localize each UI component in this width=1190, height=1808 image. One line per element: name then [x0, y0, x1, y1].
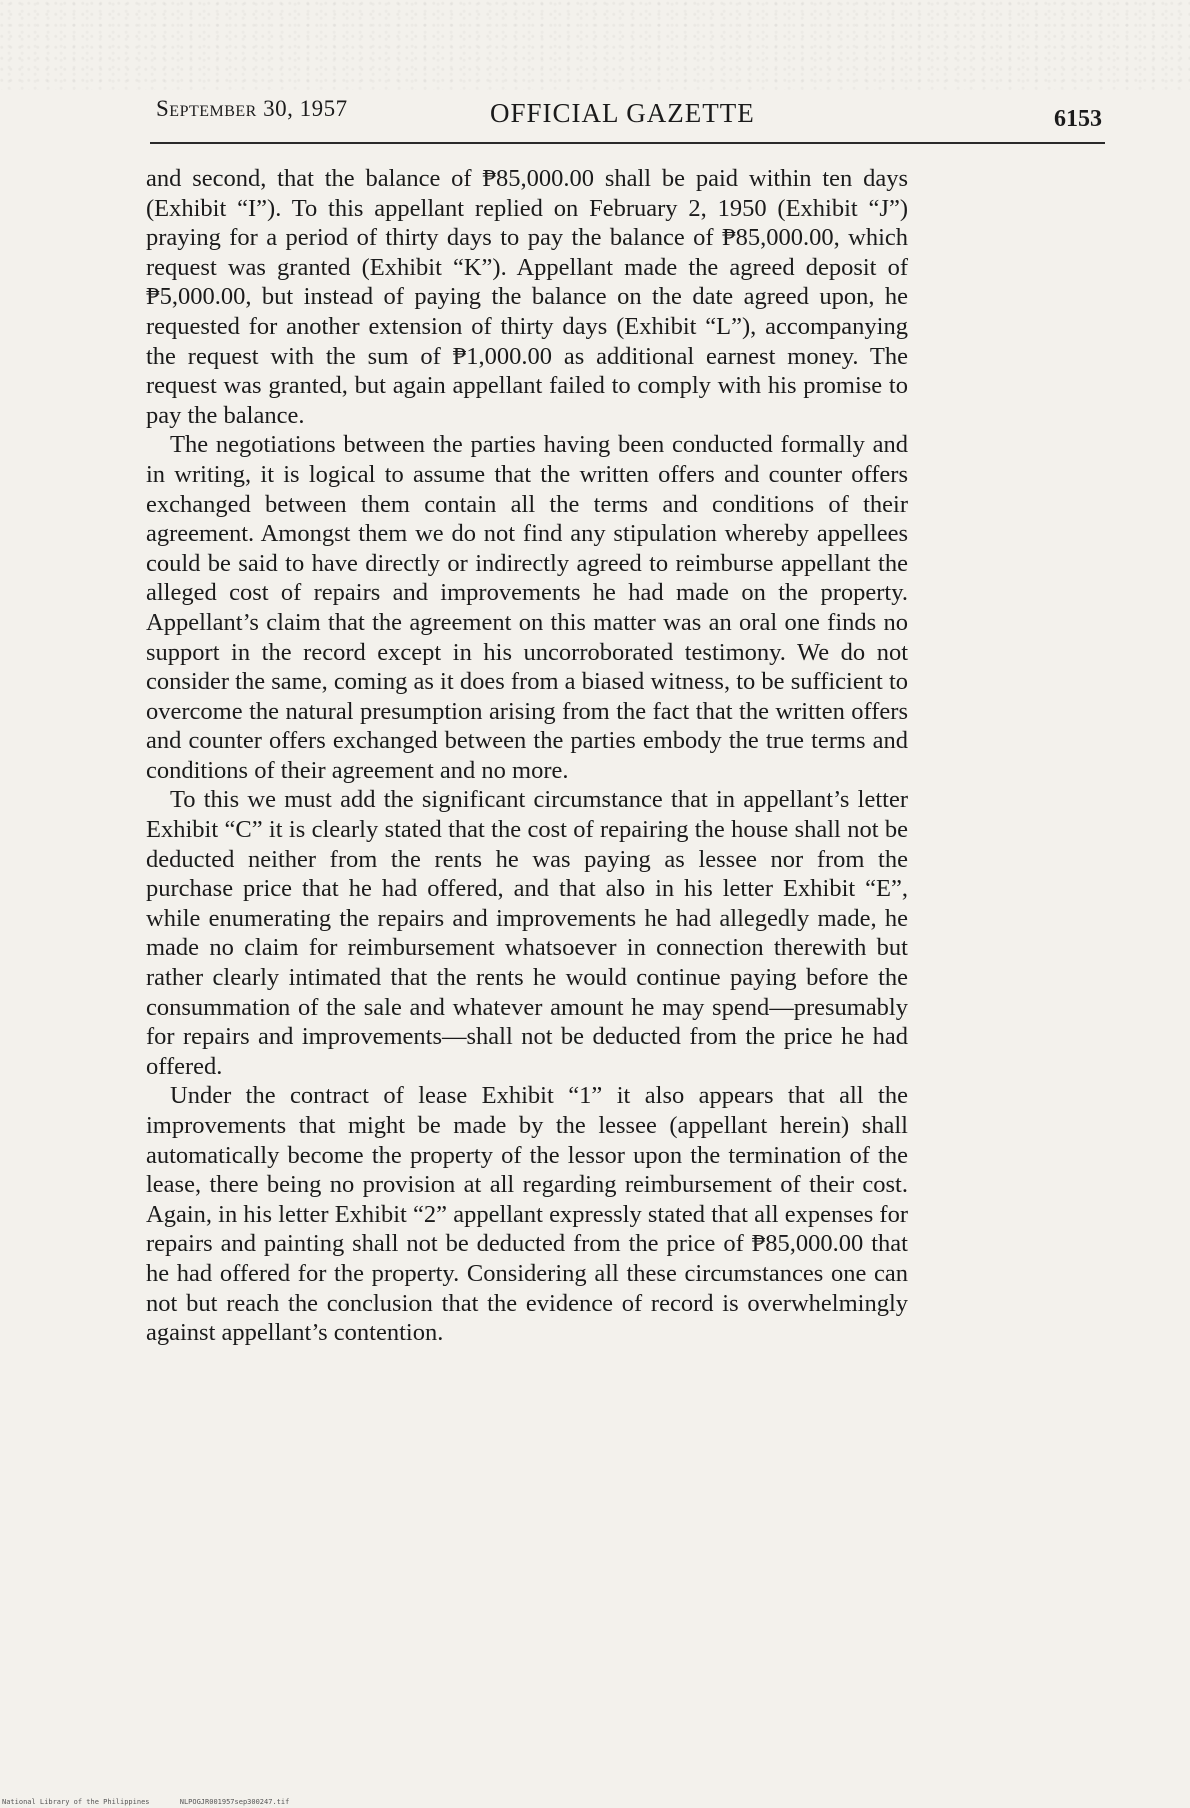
scan-texture [0, 0, 1190, 90]
paragraph-4: Under the contract of lease Exhibit “1” it also appears that all the improvements that might be made by the lessee (appellant herein) shall automatically become the property of the lessor upon the termination of the lease, there being no provision at all regarding reimbursement of their cost. Again, in his letter Exhibit “2” appellant expressly stated that all expenses for repairs and painting shall not be deducted from the price of ₱85,000.00 that he had offered for the property. Considering all these circumstances one can not but reach the conclusion that the evidence of record is overwhelmingly against appellant’s contention. [146, 1082, 908, 1347]
paragraph-2: The negotiations between the parties having been conducted formally and in writing, it is logical to assume that the written offers and counter offers exchanged between them contain all the terms and conditions of their agreement. Amongst them we do not find any stipulation whereby appellees could be said to have directly or indirectly agreed to reimburse appellant the alleged cost of repairs and improvements he had made on the property. Appellant’s claim that the agreement on this matter was an oral one finds no support in the record except in his uncorroborated testimony. We do not consider the same, coming as it does from a biased witness, to be sufficient to overcome the natural presumption arising from the fact that the written offers and counter offers exchanged between the parties embody the true terms and conditions of their agreement and no more. [146, 431, 908, 784]
page-number: 6153 [1054, 106, 1102, 132]
footer-file: NLPOGJR001957sep300247.tif [179, 1798, 290, 1806]
paragraph-1: and second, that the balance of ₱85,000.00 shall be paid within ten days (Exhibit “I”). To this appellant replied on February 2, 1950 (Exhibit “J”) praying for a period of thirty days to pay the balance of ₱85,000.00, which request was granted (Exhibit “K”). Appellant made the agreed deposit of ₱5,000.00, but instead of paying the balance on the date agreed upon, he requested for another extension of thirty days (Exhibit “L”), accompanying the request with the sum of ₱1,000.00 as additional earnest money. The request was granted, but again appellant failed to comply with his promise to pay the balance. [146, 165, 908, 429]
header-title: OFFICIAL GAZETTE [490, 98, 755, 128]
scan-footer [2, 1798, 315, 1806]
body-text [146, 164, 908, 1348]
footer-library: National Library of the Philippines [2, 1798, 150, 1806]
header-date: September 30, 1957 [156, 96, 348, 121]
paragraph-3: To this we must add the significant circumstance that in appellant’s letter Exhibit “C” it is clearly stated that the cost of repairing the house shall not be deducted neither from the rents he was paying as lessee nor from the purchase price that he had offered, and that also in his letter Exhibit “E”, while enumerating the repairs and improvements he had allegedly made, he made no claim for reimbursement whatsoever in connection therewith but rather clearly intimated that the rents he would continue paying before the consummation of the sale and whatever amount he may spend—presumably for repairs and improvements—shall not be deducted from the price he had offered. [146, 786, 908, 1080]
header-rule [150, 142, 1105, 144]
page-header [156, 96, 1102, 136]
